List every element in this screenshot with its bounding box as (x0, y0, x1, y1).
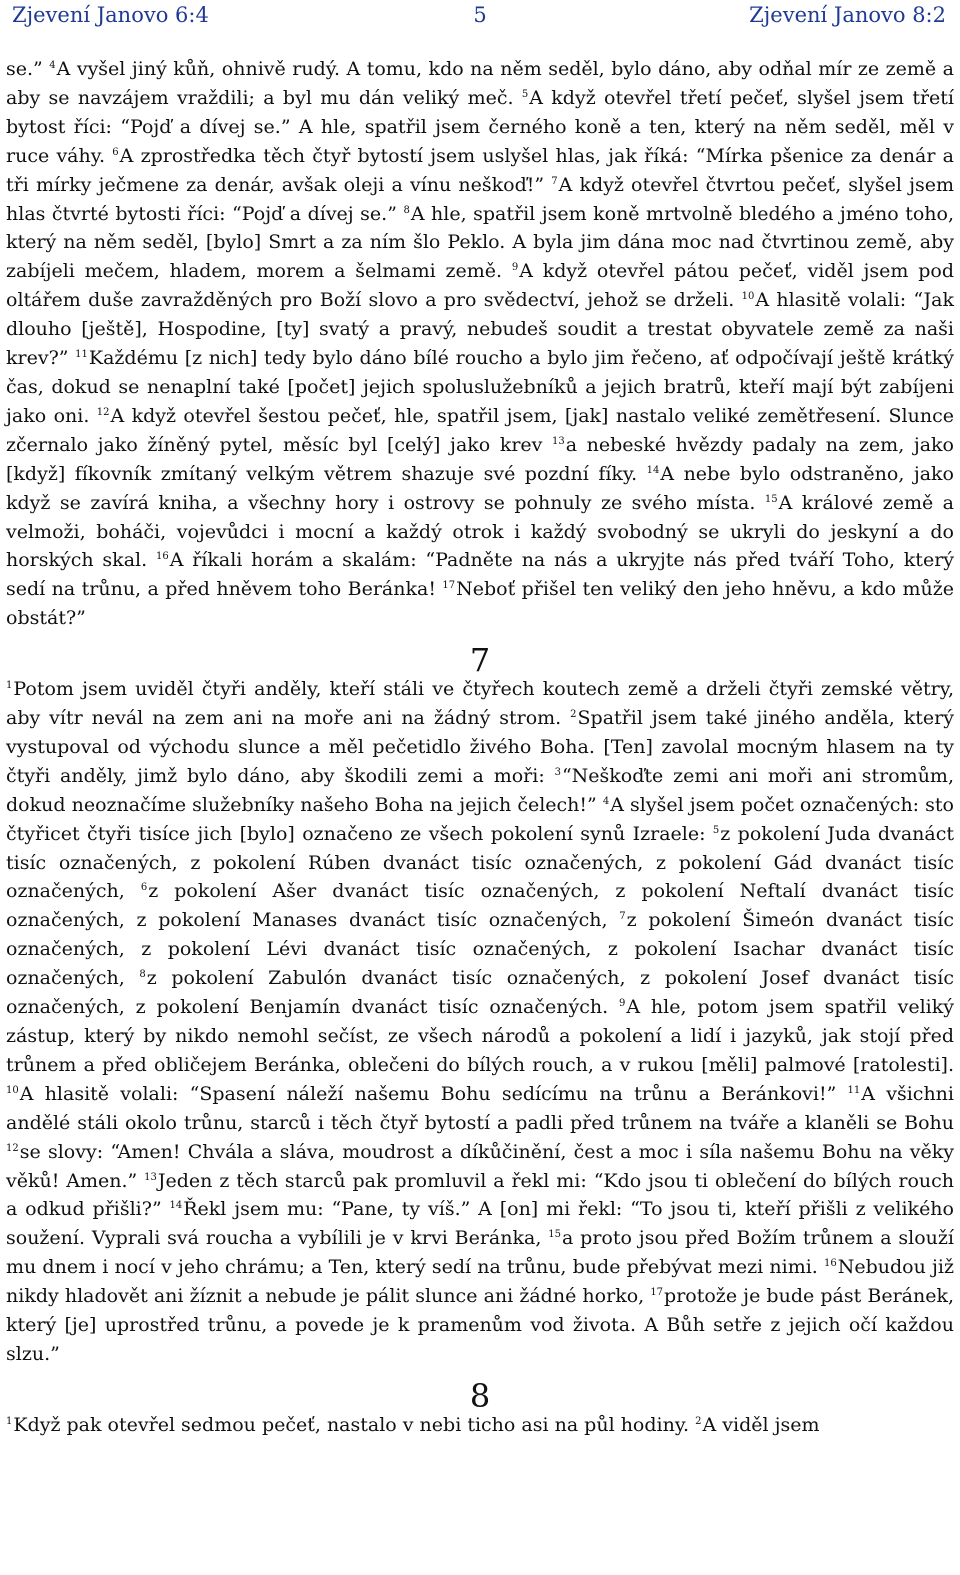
verse-text: A hlasitě volali: “Spasení náleží našemu Bohu sedícímu na trůnu a Beránkovi!” (19, 1082, 848, 1105)
verse-number: 14 (169, 1200, 183, 1212)
verse-number: 2 (695, 1415, 702, 1427)
running-header (6, 0, 954, 30)
verse-text: “Neškoďte zemi ani moři ani stromům, dokud neoznačíme služebníky našeho Boha na jejich čelech!” (6, 764, 954, 816)
verse-number: 6 (140, 882, 148, 894)
verse-number: 6 (112, 146, 119, 158)
verse-text: A slyšel jsem počet označených: sto čtyřicet čtyři tisíce jich [bylo] označeno ze všech pokolení synů Izraele: (6, 793, 954, 845)
verse-number: 8 (139, 969, 146, 981)
verse-number: 9 (511, 262, 519, 274)
chapter-number: 8 (469, 1376, 491, 1415)
verse-number: 16 (824, 1258, 837, 1270)
verse-text: A říkali horám a skalám: “Padněte na nás a ukryjte nás před tváří Toho, který sedí na trůnu, a před hněvem toho Beránka! (6, 549, 955, 601)
verse-number: 12 (6, 1142, 19, 1154)
verse-number: 5 (712, 824, 720, 836)
verse-number: 8 (403, 204, 410, 216)
verse-text: Spatřil jsem také jiného anděla, který vystupoval od východu slunce a měl pečetidlo živého Boha. [Ten] zavolal mocným hlasem na ty čtyři anděly, jimž bylo dáno, aby škodili zemi a moři: (6, 707, 954, 787)
verse-text: A nebe bylo odstraněno, jako když se zavírá kniha, a všechny hory i ostrovy se pohnuly ze svého místa. (6, 462, 954, 514)
verse-text: Potom jsem uviděl čtyři anděly, kteří stáli ve čtyřech koutech země a drželi čtyři zemské větry, aby vítr nevál na zem ani na moře ani na žádný strom. (6, 678, 954, 730)
verse-text: Jeden z těch starců pak promluvil a řekl mi: “Kdo jsou ti oblečení do bílých rouch a odkud přišli?” (6, 1169, 954, 1221)
verse-text: a nebeské hvězdy padaly na zem, jako [když] fíkovník zmítaný velkým větrem shazuje své pozdní fíky. (6, 433, 954, 485)
verse-number: 4 (49, 60, 56, 71)
chapter-paragraph (6, 1411, 954, 1440)
verse-number: 13 (552, 435, 565, 447)
verse-text: Když pak otevřel sedmou pečeť, nastalo v nebi ticho asi na půl hodiny. (13, 1413, 696, 1436)
verse-text: Nebudou již nikdy hladovět ani žíznit a nebude je pálit slunce ani žádné horko, (6, 1256, 955, 1308)
verse-number: 16 (155, 551, 169, 563)
verse-text: se slovy: “Amen! Chvála a sláva, moudrost a díkůčinění, čest a moc i síla našemu Bohu na věky věků! Amen.” (6, 1140, 954, 1192)
scripture-text (6, 55, 954, 1440)
verse-text: z pokolení Šimeón dvanáct tisíc označených, z pokolení Lévi dvanáct tisíc označených, z pokolení Isachar dvanáct tisíc označených, (6, 909, 954, 990)
verse-text: A králové země a velmoži, boháči, vojevůdci i mocní a každý otrok i každý svobodný se ukryli do jeskyní a do horských skal. (6, 491, 954, 572)
verse-number: 13 (144, 1171, 157, 1183)
verse-text: z pokolení Juda dvanáct tisíc označených, z pokolení Rúben dvanáct tisíc označených, z pokolení Gád dvanáct tisíc označených, (6, 822, 954, 903)
verse-text: A zprostředka těch čtyř bytostí jsem uslyšel hlas, jak říká: “Mírka pšenice za denár a tři mírky ječmene za denár, avšak oleji a vínu neškoď!” (6, 144, 954, 196)
verse-number: 5 (521, 88, 529, 100)
verse-number: 17 (442, 580, 456, 592)
verse-number: 10 (741, 291, 755, 303)
verse-number: 15 (764, 493, 778, 505)
verse-text: A když otevřel pátou pečeť, viděl jsem pod oltářem duše zavražděných pro Boží slovo a pro svědectví, jehož se drželi. (6, 260, 954, 312)
verse-number: 12 (96, 406, 110, 418)
verse-number: 10 (6, 1084, 19, 1096)
verse-number: 9 (618, 998, 626, 1010)
verse-number: 14 (646, 464, 660, 476)
chapter-paragraph (6, 55, 954, 633)
verse-text: z pokolení Zabulón dvanáct tisíc označených, z pokolení Josef dvanáct tisíc označených, z pokolení Benjamín dvanáct tisíc označených. (6, 967, 954, 1019)
verse-number: 2 (570, 709, 577, 721)
verse-number: 17 (650, 1287, 664, 1299)
verse-text: A všichni andělé stáli okolo trůnu, starců i těch čtyř bytostí a padli před trůnem na tváře a klaněli se Bohu (6, 1082, 954, 1134)
verse-number: 7 (619, 911, 626, 923)
header-right-reference: Zjevení Janovo 8:2 (749, 3, 946, 27)
verse-text: A hle, spatřil jsem koně mrtvolně bledého a jméno toho, který na něm seděl, [bylo] Smrt a za ním šlo Peklo. A byla jim dána moc nad čtvrtinou země, aby zabíjeli mečem, hladem, morem a šelmami země. (6, 202, 954, 283)
verse-number: 11 (75, 349, 88, 361)
verse-number: 15 (548, 1229, 561, 1241)
verse-text: Každému [z nich] tedy bylo dáno bílé roucho a bylo jim řečeno, ať odpočívají ještě krátký čas, dokud se nenaplní také [počet] jejich spoluslužebníků a jejich bratrů, kteří mají být zabíjeni jako oni. (6, 347, 955, 427)
chapter-paragraph (6, 675, 954, 1369)
verse-text: z pokolení Ašer dvanáct tisíc označených, z pokolení Neftalí dvanáct tisíc označených, z pokolení Manases dvanáct tisíc označených, (6, 880, 955, 932)
header-left-reference: Zjevení Janovo 6:4 (12, 3, 209, 27)
verse-text: A vyšel jiný kůň, ohnivě rudý. A tomu, kdo na něm seděl, bylo dáno, aby odňal mír ze země a aby se navzájem vraždili; a byl mu dán veliký meč. (6, 58, 954, 109)
verse-text: se.” (6, 58, 50, 80)
verse-text: A když otevřel třetí pečeť, slyšel jsem třetí bytost říci: “Pojď a dívej se.” A hle, spatřil jsem černého koně a ten, který na něm seděl, měl v ruce váhy. (6, 86, 954, 167)
verse-text: A když otevřel čtvrtou pečeť, slyšel jsem hlas čtvrté bytosti říci: “Pojď a dívej se.” (6, 173, 954, 225)
verse-text: A hlasitě volali: “Jak dlouho [ještě], Hospodine, [ty] svatý a pravý, nebudeš soudit a trestat obyvatele země za naši krev?” (6, 289, 954, 370)
verse-number: 4 (602, 795, 610, 807)
verse-text: Řekl jsem mu: “Pane, ty víš.” A [on] mi řekl: “To jsou ti, kteří přišli z velikého soužení. Vyprali svá roucha a vybílili je v krvi Beránka, (6, 1198, 954, 1250)
verse-number: 11 (847, 1084, 861, 1096)
verse-text: A když otevřel šestou pečeť, hle, spatřil jsem, [jak] nastalo veliké zemětřesení. Slunce zčernalo jako žíněný pytel, měsíc byl [celý] jako krev (6, 404, 954, 456)
verse-number: 3 (554, 766, 561, 778)
verse-text: A viděl jsem (702, 1413, 820, 1436)
chapter-number: 7 (469, 641, 491, 680)
page-number: 5 (473, 3, 487, 27)
verse-number: 1 (6, 1415, 13, 1427)
verse-text: A hle, potom jsem spatřil veliký zástup, který by nikdo nemohl sečíst, ze všech národů a pokolení a lidí i jazyků, jak stojí před trůnem a před obličejem Beránka, oblečeni do bílých rouch, a v rukou [měli] palmové [ratolesti]. (6, 996, 954, 1076)
verse-text: protože je bude pást Beránek, který [je] uprostřed trůnu, a povede je k pramenům vod života. A Bůh setře z jejich očí každou slzu.” (6, 1285, 955, 1365)
verse-number: 7 (551, 175, 558, 187)
verse-text: a proto jsou před Božím trůnem a slouží mu dnem i nocí v jeho chrámu; a Ten, který sedí na trůnu, bude přebývat mezi nimi. (6, 1227, 954, 1279)
verse-text: Neboť přišel ten veliký den jeho hněvu, a kdo může obstát?” (6, 578, 955, 630)
verse-number: 1 (6, 680, 13, 692)
